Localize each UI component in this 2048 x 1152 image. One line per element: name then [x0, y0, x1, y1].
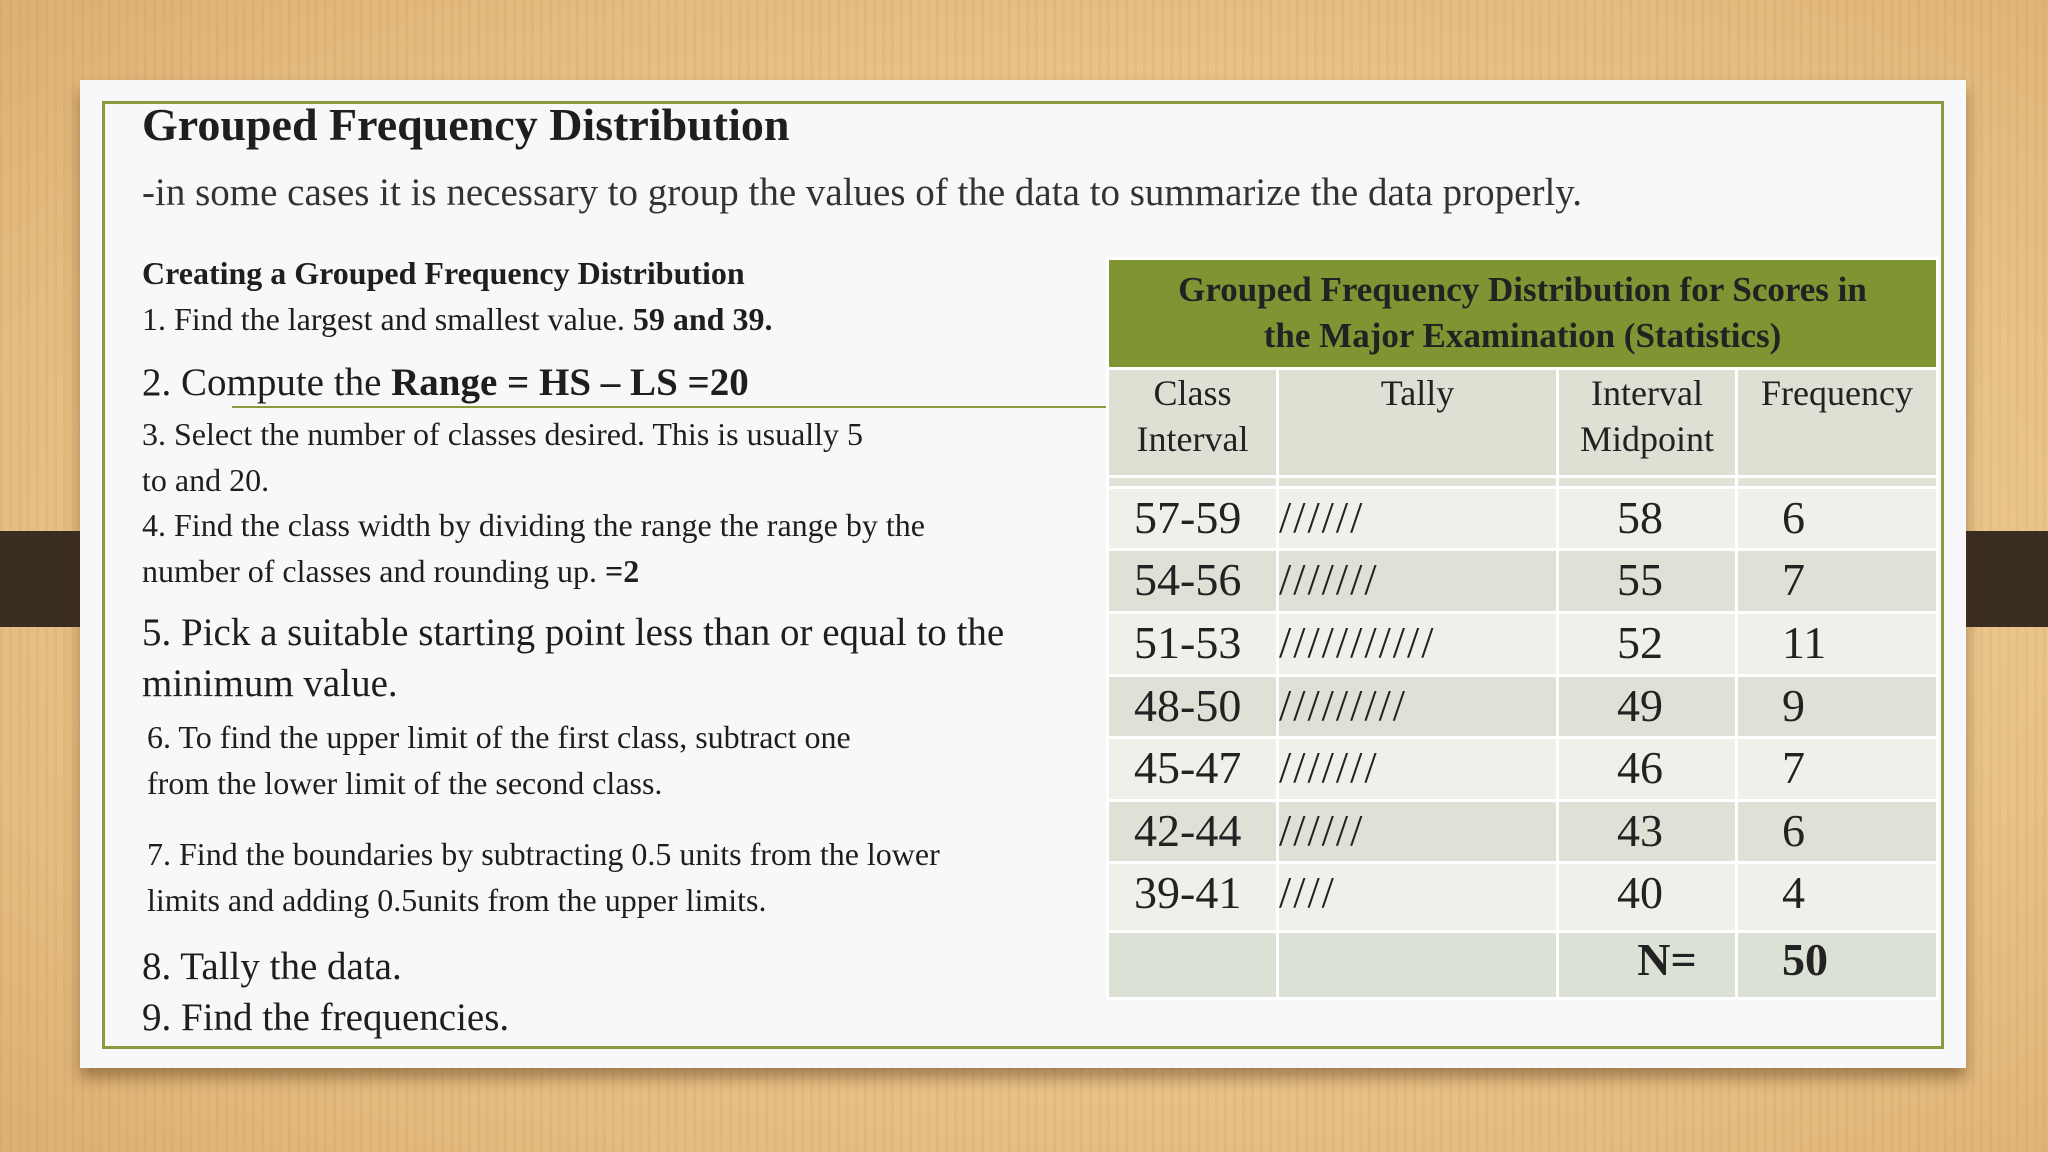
slide-subtitle: -in some cases it is necessary to group the values of the data to summarize the data properly. [142, 171, 1583, 214]
cell-frequency: 7 [1737, 550, 1938, 613]
cell-midpoint: 49 [1558, 675, 1737, 738]
cell-tally: //// [1278, 863, 1558, 932]
cell-interval: 48-50 [1108, 675, 1278, 738]
header-class-line-1: Class [1153, 372, 1232, 413]
frequency-table [1106, 257, 1939, 1000]
cell-interval: 57-59 [1108, 487, 1278, 550]
cell-frequency: 11 [1737, 613, 1938, 676]
step-1-text: 1. Find the largest and smallest value. [142, 301, 633, 337]
step-4-line-2 [142, 553, 639, 590]
step-9: 9. Find the frequencies. [142, 996, 510, 1039]
cell-tally: ////// [1278, 800, 1558, 863]
cell-tally: ////// [1278, 487, 1558, 550]
total-empty-cell [1108, 932, 1278, 999]
header-midpoint [1558, 368, 1737, 476]
step-2-text: 2. Compute the [142, 361, 392, 404]
table-row [1108, 487, 1938, 550]
cell-midpoint: 52 [1558, 613, 1737, 676]
header-class-line-2: Interval [1136, 418, 1249, 459]
table-row [1108, 613, 1938, 676]
header-class-interval [1108, 368, 1278, 476]
cell-interval: 42-44 [1108, 800, 1278, 863]
step-2-value: Range = HS – LS =20 [391, 361, 749, 404]
cell-tally: /////// [1278, 550, 1558, 613]
cell-midpoint: 43 [1558, 800, 1737, 863]
cell-midpoint: 55 [1558, 550, 1737, 613]
separator-line [232, 406, 1106, 408]
table-row [1108, 863, 1938, 932]
cell-tally: /////////// [1278, 613, 1558, 676]
cell-frequency: 7 [1737, 738, 1938, 801]
step-2 [142, 360, 749, 405]
step-5-line-2: minimum value. [142, 662, 398, 705]
cell-tally: ///////// [1278, 675, 1558, 738]
table-header-row [1108, 368, 1938, 476]
header-frequency: Frequency [1737, 368, 1938, 476]
total-empty-cell [1278, 932, 1558, 999]
total-label: N= [1558, 932, 1737, 999]
table-spacer-row [1108, 476, 1938, 487]
steps-heading: Creating a Grouped Frequency Distribution [142, 255, 745, 291]
cell-interval: 51-53 [1108, 613, 1278, 676]
table-row [1108, 675, 1938, 738]
cell-frequency: 9 [1737, 675, 1938, 738]
cell-interval: 54-56 [1108, 550, 1278, 613]
step-6-line-2: from the lower limit of the second class. [147, 765, 663, 801]
table-row [1108, 738, 1938, 801]
cell-midpoint: 40 [1558, 863, 1737, 932]
step-3-line-1: 3. Select the number of classes desired. This is usually 5 [142, 416, 864, 452]
cell-frequency: 4 [1737, 863, 1938, 932]
total-value: 50 [1737, 932, 1938, 999]
step-4-line-1: 4. Find the class width by dividing the range the range by the [142, 507, 925, 543]
slide-title: Grouped Frequency Distribution [142, 99, 790, 150]
step-1-value: 59 and 39. [632, 301, 773, 337]
header-tally: Tally [1278, 368, 1558, 476]
step-3-line-2: to and 20. [142, 462, 270, 498]
cell-interval: 45-47 [1108, 738, 1278, 801]
cell-midpoint: 46 [1558, 738, 1737, 801]
step-7-line-2: limits and adding 0.5units from the upper limits. [147, 882, 767, 918]
table-caption [1108, 259, 1938, 369]
table-caption-line-2: the Major Examination (Statistics) [1263, 316, 1782, 356]
step-4-value: =2 [605, 553, 640, 589]
cell-frequency: 6 [1737, 487, 1938, 550]
table-row [1108, 800, 1938, 863]
step-4-text: number of classes and rounding up. [142, 553, 606, 589]
table-total-row [1108, 932, 1938, 999]
table-caption-line-1: Grouped Frequency Distribution for Scores in [1178, 270, 1867, 310]
table-row [1108, 550, 1938, 613]
header-mid-line-2: Midpoint [1579, 418, 1714, 459]
step-7-line-1: 7. Find the boundaries by subtracting 0.5 units from the lower [147, 836, 940, 872]
cell-frequency: 6 [1737, 800, 1938, 863]
cell-interval: 39-41 [1108, 863, 1278, 932]
step-1 [142, 301, 772, 338]
cell-midpoint: 58 [1558, 487, 1737, 550]
step-5-line-1: 5. Pick a suitable starting point less than or equal to the [142, 611, 1005, 654]
step-8: 8. Tally the data. [142, 945, 402, 988]
step-6-line-1: 6. To find the upper limit of the first class, subtract one [147, 719, 851, 755]
cell-tally: /////// [1278, 738, 1558, 801]
header-mid-line-1: Interval [1591, 372, 1703, 413]
